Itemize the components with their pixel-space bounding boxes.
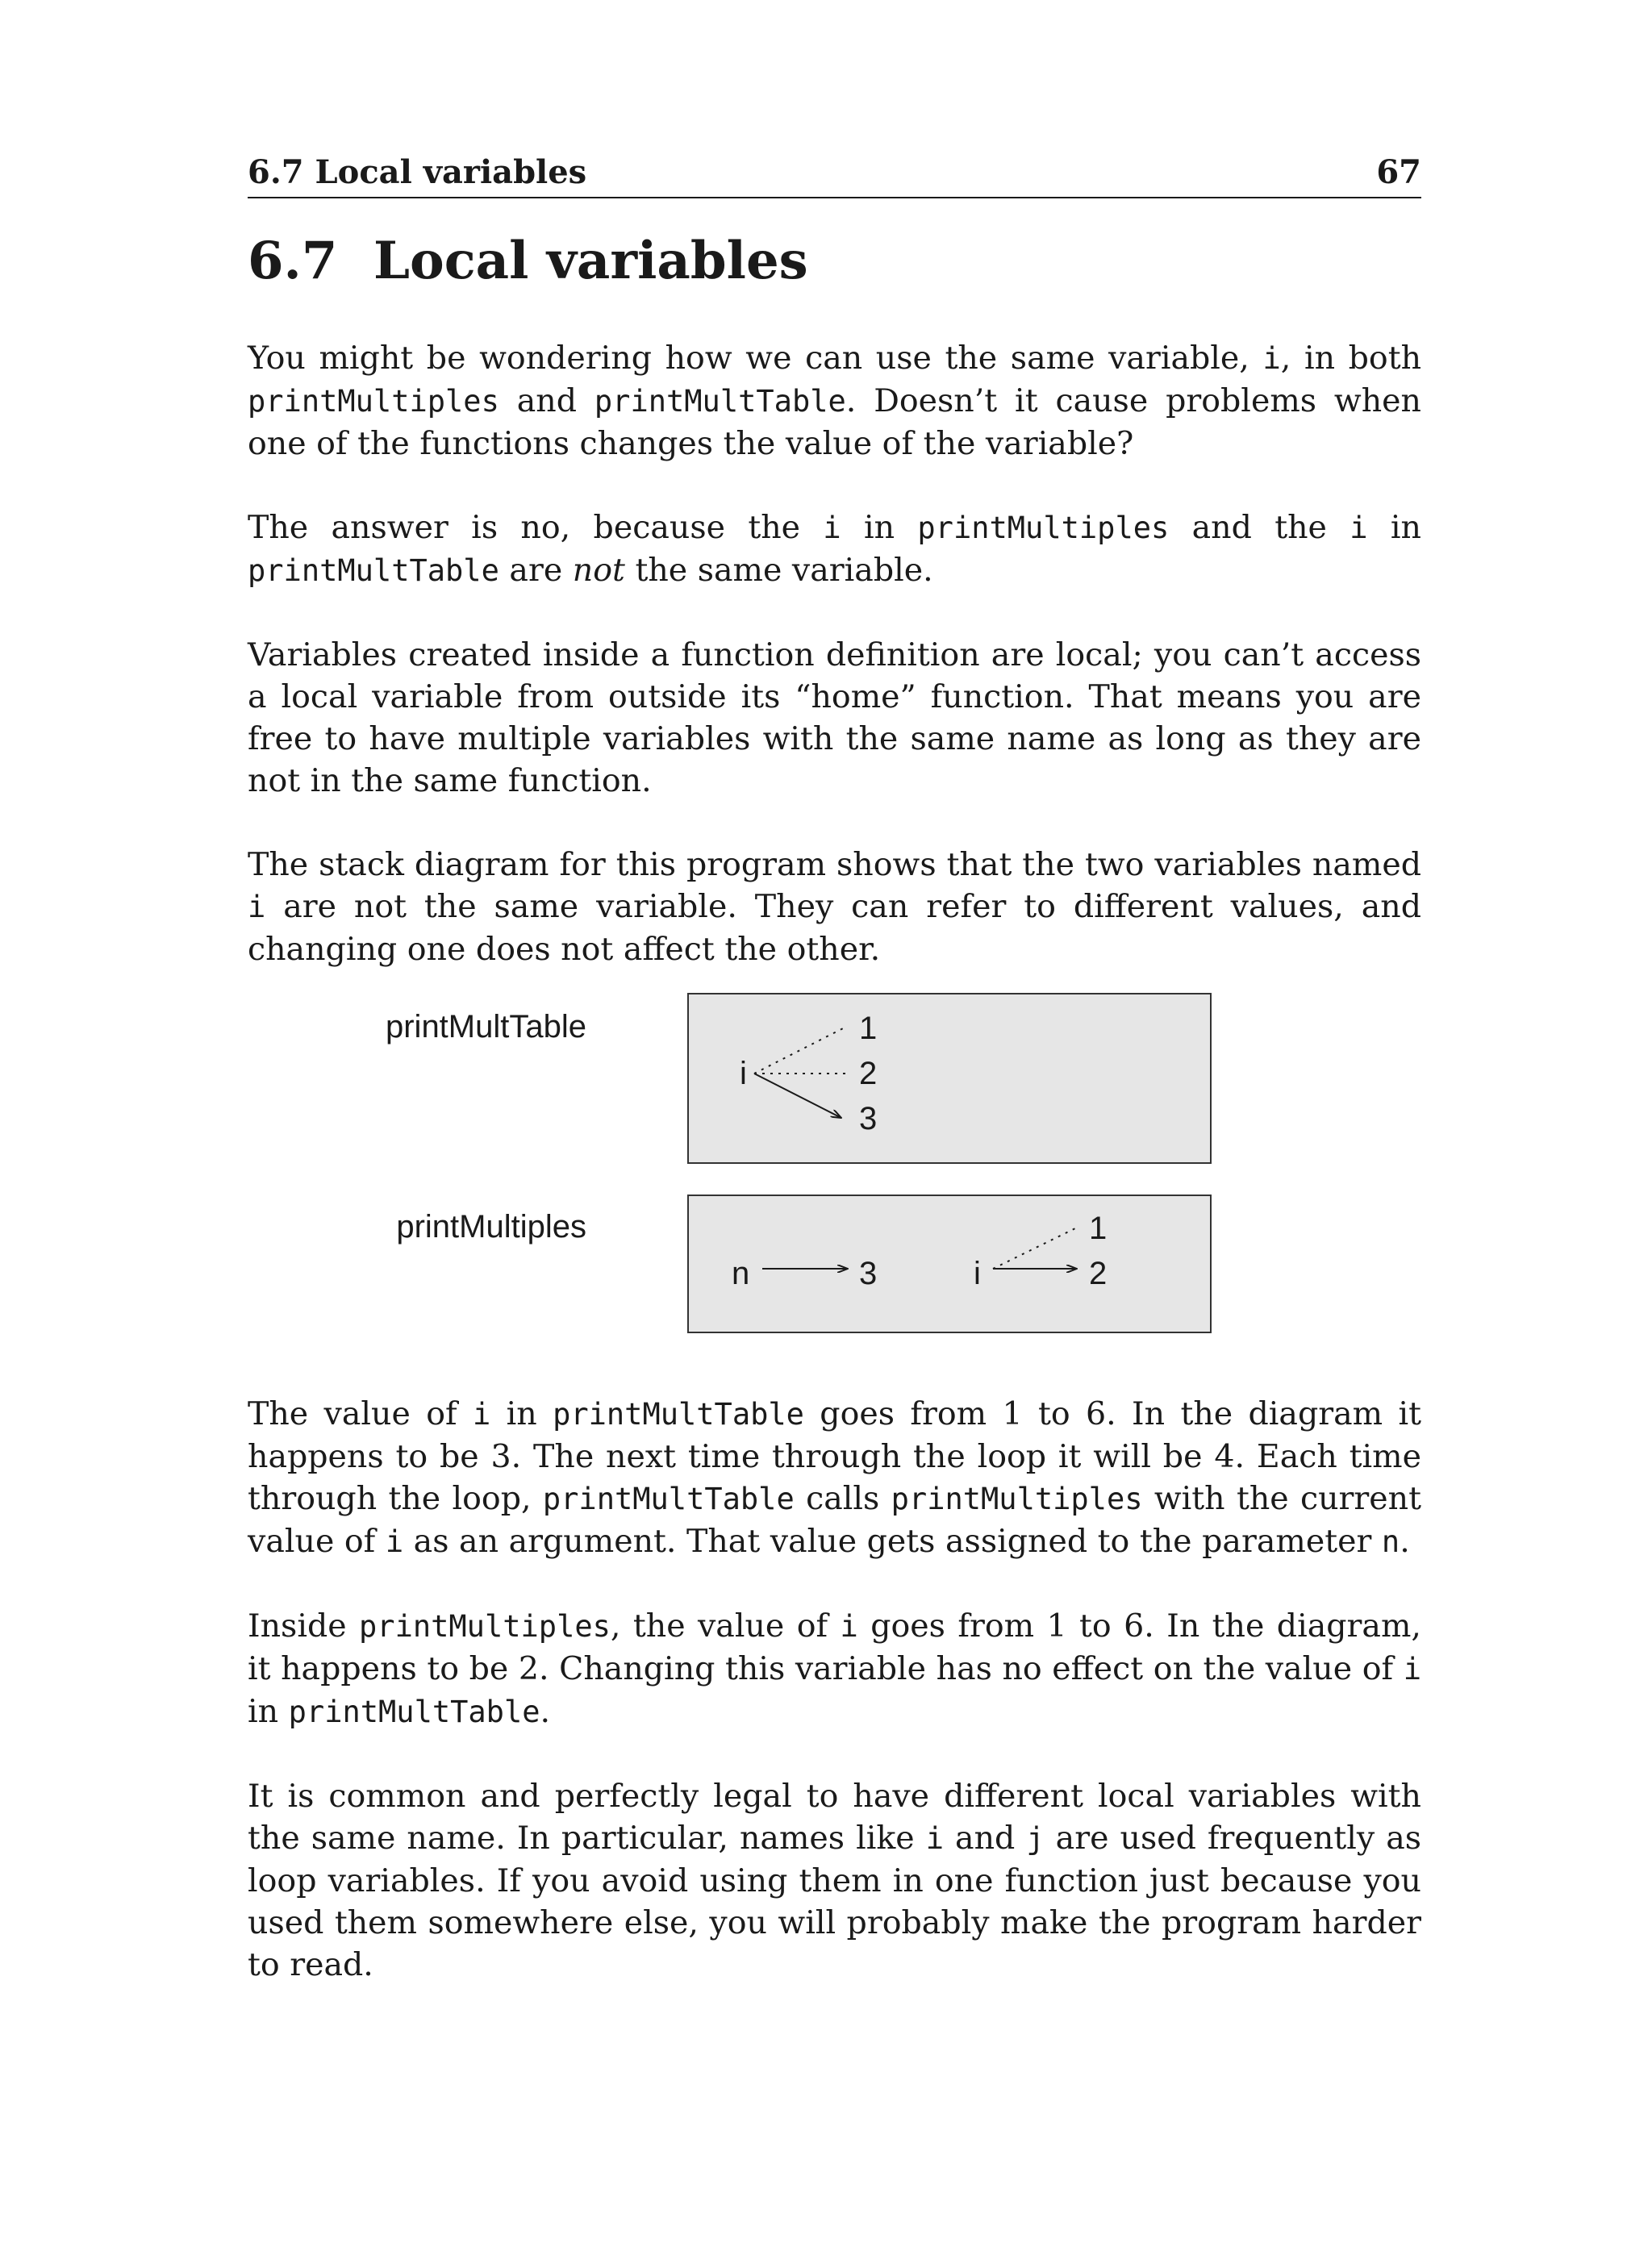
stack-diagram	[248, 993, 1421, 1372]
inline-code: i	[1262, 341, 1281, 376]
inline-code: i	[925, 1821, 945, 1856]
paragraph-5: The value of i in printMultTable goes from 1 to 6. In the diagram it happens to be 3. The next time through the loop it will be 4. Each time through the loop, printMultTable calls printMultiples with the current value of i as an argument. That value gets assigned to the parameter n.	[248, 1395, 1422, 1560]
inline-code: printMultTable	[288, 1695, 540, 1729]
frame1-reference-current	[754, 1074, 841, 1118]
paragraph-7: It is common and perfectly legal to have different local variables with the same name. In particular, names like i and j are used frequently as loop variables. If you avoid using them in one function just because you used them somewhere else, you will probably make the program harder to read.	[248, 1778, 1422, 1983]
page-number: 67	[1376, 153, 1421, 191]
inline-code: printMultTable	[594, 384, 846, 419]
inline-code: i	[1350, 511, 1368, 545]
frame2-i-value-2: 2	[1089, 1256, 1108, 1291]
paragraph-1: You might be wondering how we can use the same variable, i, in both printMultiples and printMultTable. Doesn’t it cause problems when one of the functions changes the value of the variable?	[248, 340, 1422, 462]
running-header	[248, 152, 1421, 198]
paragraph-4: The stack diagram for this program shows that the two variables named i are not the same variable. They can refer to different values, and changing one does not affect the other.	[248, 846, 1421, 968]
emphasis: not	[572, 552, 625, 589]
frame1-value-1: 1	[859, 1011, 878, 1046]
frame-label-printmulttable: printMultTable	[385, 1009, 586, 1044]
inline-code: i	[385, 1524, 404, 1559]
page-content	[248, 152, 1421, 1986]
paragraph-3: Variables created inside a function definition are local; you can’t access a local variable from outside its “home” function. That means you are free to have multiple variables with the same name as long as they are not in the same function.	[248, 636, 1421, 799]
running-header-section: 6.7 Local variables	[248, 153, 587, 191]
inline-code: i	[823, 511, 841, 545]
inline-code: i	[840, 1609, 858, 1644]
frame2-var-i: i	[974, 1256, 981, 1291]
inline-code: printMultiples	[359, 1609, 611, 1644]
inline-code: i	[472, 1397, 491, 1432]
section-title-text: Local variables	[373, 231, 808, 291]
diagram-arrows	[248, 993, 1421, 1372]
paragraph-6: Inside printMultiples, the value of i goes from 1 to 6. In the diagram, it happens to be 2. Changing this variable has no effect on the value of i in printMultTable.	[248, 1607, 1421, 1730]
inline-code: printMultTable	[542, 1482, 795, 1516]
frame2-n-value: 3	[859, 1256, 878, 1291]
inline-code: printMultiples	[917, 511, 1170, 545]
inline-code: j	[1026, 1821, 1045, 1856]
paragraph-2: The answer is no, because the i in printMultiples and the i in printMultTable are not the same variable.	[248, 509, 1421, 589]
section-number: 6.7	[248, 231, 338, 291]
inline-code: printMultiples	[248, 384, 499, 419]
inline-code: i	[1403, 1652, 1421, 1687]
frame-label-printmultiples: printMultiples	[396, 1209, 586, 1245]
frame1-reference-old-1	[754, 1027, 846, 1074]
frame1-value-3: 3	[859, 1101, 878, 1136]
inline-code: printMultTable	[553, 1397, 804, 1432]
frame2-var-n: n	[732, 1256, 750, 1291]
inline-code: i	[248, 890, 266, 924]
section-title	[248, 227, 1421, 295]
inline-code: printMultiples	[891, 1482, 1143, 1516]
frame2-i-value-1: 1	[1089, 1211, 1108, 1246]
inline-code: n	[1381, 1524, 1400, 1559]
frame2-i-reference-old	[993, 1227, 1078, 1269]
inline-code: printMultTable	[248, 553, 499, 588]
frame1-var-i: i	[740, 1056, 747, 1091]
frame1-value-2: 2	[859, 1056, 878, 1091]
